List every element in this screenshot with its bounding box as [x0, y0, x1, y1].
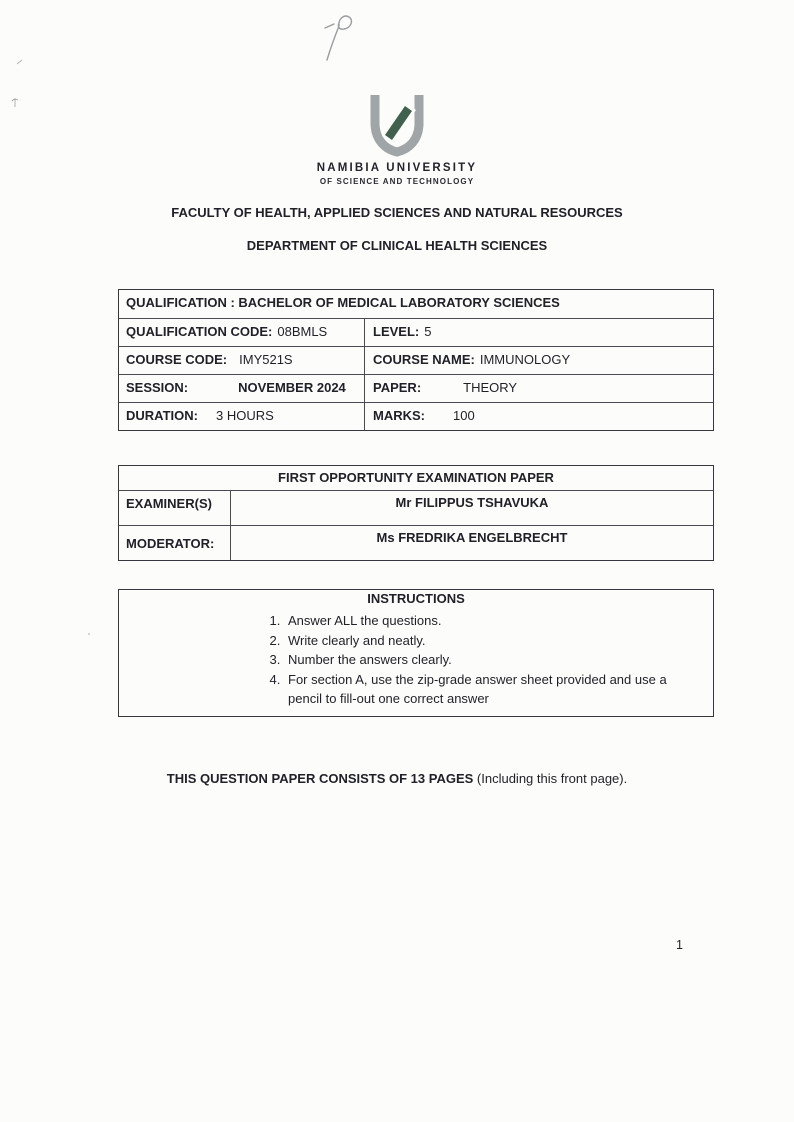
level-cell	[364, 319, 713, 346]
table-row	[119, 490, 713, 525]
marks-cell	[364, 403, 713, 430]
field-label: SESSION:	[126, 380, 189, 395]
page-count-statement	[0, 771, 794, 786]
examiner-label: EXAMINER(S)	[126, 496, 212, 511]
field-value: NOVEMBER 2024	[238, 380, 346, 395]
examination-table	[118, 465, 714, 561]
table-row	[119, 346, 713, 374]
course-code-cell	[119, 347, 364, 374]
field-label: COURSE CODE:	[126, 352, 228, 367]
qualification-title: QUALIFICATION : BACHELOR OF MEDICAL LABORATORY SCIENCES	[126, 295, 560, 310]
field-value: 5	[424, 324, 432, 339]
table-row	[119, 525, 713, 560]
qualification-table	[118, 289, 714, 431]
field-label: PAPER:	[373, 380, 422, 395]
scan-dot	[88, 633, 90, 635]
page-count-regular: (Including this front page).	[473, 771, 628, 786]
instruction-item: 4. For section A, use the zip-grade answer sheet provided and use a pencil to fill-out one correct answer	[284, 670, 697, 709]
field-label: DURATION:	[126, 408, 198, 423]
examiner-value: Mr FILIPPUS TSHAVUKA	[230, 491, 713, 525]
page-number: 1	[676, 938, 683, 952]
field-label: COURSE NAME:	[373, 352, 475, 367]
nust-shield-logo-icon	[360, 92, 434, 160]
instructions-table	[118, 589, 714, 717]
instructions-list	[119, 611, 697, 709]
table-row	[119, 318, 713, 346]
session-cell	[119, 375, 364, 402]
university-tagline: OF SCIENCE AND TECHNOLOGY	[319, 177, 475, 186]
paper-cell	[364, 375, 713, 402]
moderator-value: Ms FREDRIKA ENGELBRECHT	[230, 526, 713, 560]
page-count-bold: THIS QUESTION PAPER CONSISTS OF 13 PAGES	[166, 771, 474, 786]
field-label: QUALIFICATION CODE:	[126, 324, 273, 339]
instruction-item: 2. Write clearly and neatly.	[284, 631, 697, 651]
faculty-heading: FACULTY OF HEALTH, APPLIED SCIENCES AND NATURAL RESOURCES	[171, 205, 623, 220]
field-label: LEVEL:	[373, 324, 420, 339]
field-value: 3 HOURS	[215, 408, 274, 423]
moderator-label: MODERATOR:	[126, 536, 215, 551]
margin-speck-icon	[16, 59, 24, 66]
field-value: THEORY	[463, 380, 518, 395]
handwritten-pen-mark	[314, 12, 366, 62]
table-row	[119, 402, 713, 430]
duration-cell	[119, 403, 364, 430]
field-value: IMY521S	[239, 352, 293, 367]
instructions-title: INSTRUCTIONS	[367, 591, 465, 606]
field-value: IMMUNOLOGY	[479, 352, 571, 367]
field-label: MARKS:	[373, 408, 425, 423]
instructions-body	[119, 608, 713, 716]
qualification-code-cell	[119, 319, 364, 346]
margin-speck-icon	[11, 97, 20, 109]
instruction-item: 1. Answer ALL the questions.	[284, 611, 697, 631]
table-row	[119, 374, 713, 402]
qualification-title-row	[119, 290, 713, 318]
field-value: 100	[453, 408, 475, 423]
instruction-item: 3. Number the answers clearly.	[284, 650, 697, 670]
university-name: NAMIBIA UNIVERSITY	[316, 162, 478, 174]
exam-title-row: FIRST OPPORTUNITY EXAMINATION PAPER	[278, 470, 554, 485]
course-name-cell	[364, 347, 713, 374]
department-heading: DEPARTMENT OF CLINICAL HEALTH SCIENCES	[246, 238, 548, 253]
field-value: 08BMLS	[277, 324, 328, 339]
